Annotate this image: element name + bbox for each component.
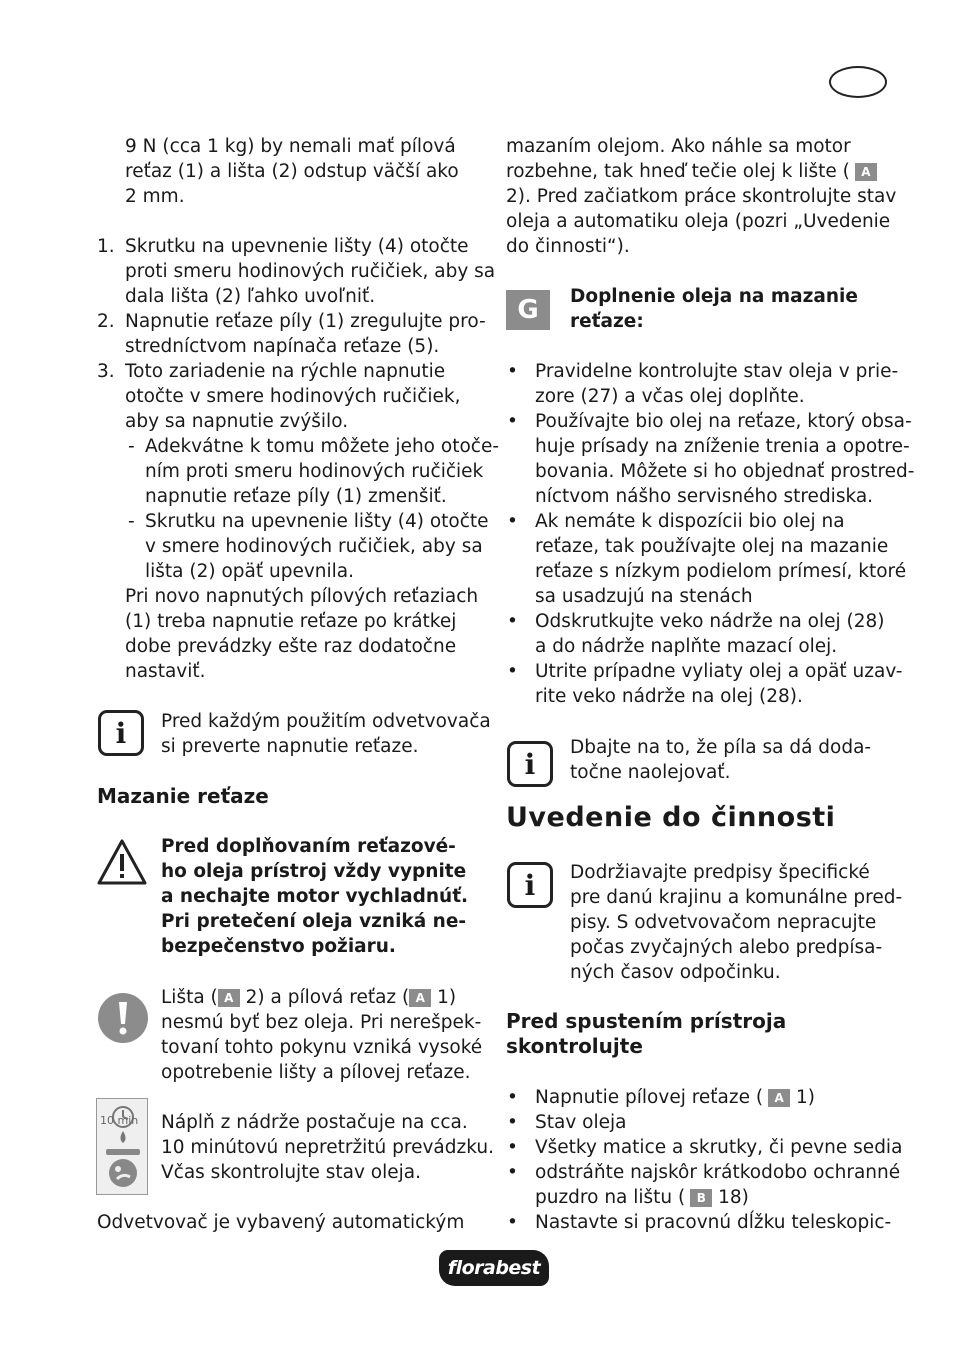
list-item-part: puzdro na lištu (	[535, 1187, 686, 1208]
caution-text	[161, 985, 456, 1010]
info-text: si preverte napnutie reťaze.	[161, 736, 419, 757]
list-item: Stav oleja	[535, 1112, 627, 1133]
caution-icon	[97, 992, 149, 1044]
info-text: pre danú krajinu a komunálne pred-	[570, 887, 903, 908]
fill-note: Včas skontrolujte stav oleja.	[161, 1162, 421, 1183]
page-language-badge	[829, 66, 887, 98]
list-item: a do nádrže naplňte mazací olej.	[535, 636, 838, 657]
continued-text: mazaním olejom. Ako náhle sa motor	[506, 136, 851, 157]
step-note: dobe prevádzky ešte raz dodatočne	[125, 636, 457, 657]
list-item: Ak nemáte k dispozícii bio olej na	[535, 511, 845, 532]
bullet-icon: •	[507, 611, 518, 632]
info-text: Dbajte na to, že píla sa dá doda-	[570, 737, 872, 758]
brand-logo-text: florabest	[447, 1257, 541, 1279]
figure-ref-badge: A	[768, 1089, 790, 1107]
fill-icon-label: 10 min	[100, 1114, 139, 1127]
brand-logo	[439, 1250, 549, 1286]
list-item: Nastavte si pracovnú dĺžku teleskopic-	[535, 1212, 892, 1233]
list-item: bovania. Môžete si ho objednať prostred-	[535, 461, 915, 482]
list-item	[535, 1085, 815, 1110]
sub-item-text: napnutie reťaze píly (1) zmenšiť.	[145, 486, 447, 507]
step-text: otočte v smere hodinových ručičiek,	[125, 386, 461, 407]
step-text: aby sa napnutie zvýšilo.	[125, 411, 349, 432]
section-heading: Pred spustením prístroja	[506, 1009, 787, 1033]
step-text: Skrutku na upevnenie lišty (4) otočte	[125, 236, 469, 257]
bullet-icon: •	[507, 661, 518, 682]
sub-item-text: ním proti smeru hodinových ručičiek	[145, 461, 484, 482]
step-note: nastaviť.	[125, 661, 206, 682]
bullet-icon: •	[507, 1087, 518, 1108]
sub-item-text: Adekvátne k tomu môžete jeho otoče-	[145, 436, 500, 457]
list-item: Používajte bio olej na reťaze, ktorý obsa-	[535, 411, 912, 432]
step-text: stredníctvom napínača reťaze (5).	[125, 336, 440, 357]
continued-text: do činnosti“).	[506, 236, 630, 257]
fill-note: 10 minútovú nepretržitú prevádzku.	[161, 1137, 494, 1158]
intro-line: reťaz (1) a lišta (2) odstup väčší ako	[125, 161, 459, 182]
continued-text: 2). Pred začiatkom práce skontrolujte stav	[506, 186, 897, 207]
caution-text-part: 2) a pílová reťaz (	[239, 987, 410, 1008]
step-text: dala lišta (2) ľahko uvoľniť.	[125, 286, 376, 307]
intro-line: 9 N (cca 1 kg) by nemali mať pílová	[125, 136, 456, 157]
list-item	[535, 1185, 749, 1210]
step-note: Pri novo napnutých pílových reťaziach	[125, 586, 479, 607]
bullet-icon: •	[507, 411, 518, 432]
list-item: reťaze, tak používajte olej na mazanie	[535, 536, 889, 557]
list-item: Utrite prípadne vyliaty olej a opäť uzav-	[535, 661, 903, 682]
caution-text-part: Lišta (	[161, 987, 218, 1008]
step-text: Napnutie reťaze píly (1) zregulujte pro-	[125, 311, 486, 332]
info-icon: i	[507, 862, 553, 908]
sub-item-dash: -	[128, 436, 135, 457]
page-title: Uvedenie do činnosti	[506, 802, 836, 833]
caution-text: opotrebenie lišty a pílovej reťaze.	[161, 1062, 471, 1083]
continued-text	[506, 159, 877, 184]
step-number: 2.	[97, 311, 115, 332]
list-item: sa usadzujú na stenách	[535, 586, 753, 607]
closing-text: Odvetvovač je vybavený automatickým	[97, 1212, 465, 1233]
step-note: (1) treba napnutie reťaze po krátkej	[125, 611, 457, 632]
fill-note: Náplň z nádrže postačuje na cca.	[161, 1112, 468, 1133]
warning-text: Pred doplňovaním reťazové-	[161, 836, 456, 857]
step-number: 1.	[97, 236, 115, 257]
info-icon: i	[98, 710, 144, 756]
step-text: proti smeru hodinových ručičiek, aby sa	[125, 261, 496, 282]
subsection-heading: reťaze:	[570, 311, 644, 332]
list-item: huje prísady na zníženie trenia a opotre-	[535, 436, 910, 457]
figure-ref-badge: A	[218, 989, 240, 1007]
caution-text-part: 1)	[431, 987, 457, 1008]
sub-item-text: Skrutku na upevnenie lišty (4) otočte	[145, 511, 489, 532]
info-text: Pred každým použitím odvetvovača	[161, 711, 491, 732]
list-item-part: 1)	[790, 1087, 815, 1108]
bullet-icon: •	[507, 1212, 518, 1233]
list-item: Odskrutkujte veko nádrže na olej (28)	[535, 611, 885, 632]
oil-fill-time-icon	[96, 1098, 148, 1195]
section-heading: Mazanie reťaze	[97, 784, 269, 808]
info-text: Dodržiavajte predpisy špecifické	[570, 862, 870, 883]
warning-text: bezpečenstvo požiaru.	[161, 936, 396, 957]
info-text: ných časov odpočinku.	[570, 962, 781, 983]
subsection-heading: Doplnenie oleja na mazanie	[570, 286, 858, 307]
list-item: rite veko nádrže na olej (28).	[535, 686, 803, 707]
list-item: zore (27) a včas olej doplňte.	[535, 386, 805, 407]
list-item-part: 18)	[712, 1187, 749, 1208]
bullet-icon: •	[507, 361, 518, 382]
info-icon: i	[507, 741, 553, 787]
bullet-icon: •	[507, 1162, 518, 1183]
sub-item-text: lišta (2) opäť upevnila.	[145, 561, 355, 582]
warning-icon	[96, 838, 148, 886]
info-text: počas zvyčajných alebo predpísa-	[570, 937, 883, 958]
info-text: točne naolejovať.	[570, 762, 731, 783]
warning-text: a nechajte motor vychladnúť.	[161, 886, 469, 907]
figure-ref-badge: B	[690, 1189, 712, 1207]
continued-text: oleja a automatiku oleja (pozri „Uvedenie	[506, 211, 891, 232]
warning-text: Pri pretečení oleja vzniká ne-	[161, 911, 467, 932]
list-item: reťaze s nízkym podielom prímesí, ktoré	[535, 561, 907, 582]
continued-text-part: rozbehne, tak hneď tečie olej k lište (	[506, 161, 850, 182]
step-number: 3.	[97, 361, 115, 382]
sub-item-dash: -	[128, 511, 135, 532]
caution-text: tovaní tohto pokynu vzniká vysoké	[161, 1037, 483, 1058]
figure-g-badge: G	[506, 290, 550, 330]
list-item: odstráňte najskôr krátkodobo ochranné	[535, 1162, 901, 1183]
figure-ref-badge: A	[855, 163, 877, 181]
list-item: níctvom nášho servisného strediska.	[535, 486, 874, 507]
list-item: Pravidelne kontrolujte stav oleja v prie-	[535, 361, 899, 382]
info-text: pisy. S odvetvovačom nepracujte	[570, 912, 877, 933]
step-text: Toto zariadenie na rýchle napnutie	[125, 361, 446, 382]
bullet-icon: •	[507, 1137, 518, 1158]
caution-text: nesmú byť bez oleja. Pri nerešpek-	[161, 1012, 482, 1033]
list-item: Všetky matice a skrutky, či pevne sedia	[535, 1137, 903, 1158]
bullet-icon: •	[507, 1112, 518, 1133]
warning-text: ho oleja prístroj vždy vypnite	[161, 861, 467, 882]
intro-line: 2 mm.	[125, 186, 185, 207]
figure-ref-badge: A	[409, 989, 431, 1007]
list-item-part: Napnutie pílovej reťaze (	[535, 1087, 764, 1108]
bullet-icon: •	[507, 511, 518, 532]
section-heading: skontrolujte	[506, 1034, 643, 1058]
sub-item-text: v smere hodinových ručičiek, aby sa	[145, 536, 483, 557]
